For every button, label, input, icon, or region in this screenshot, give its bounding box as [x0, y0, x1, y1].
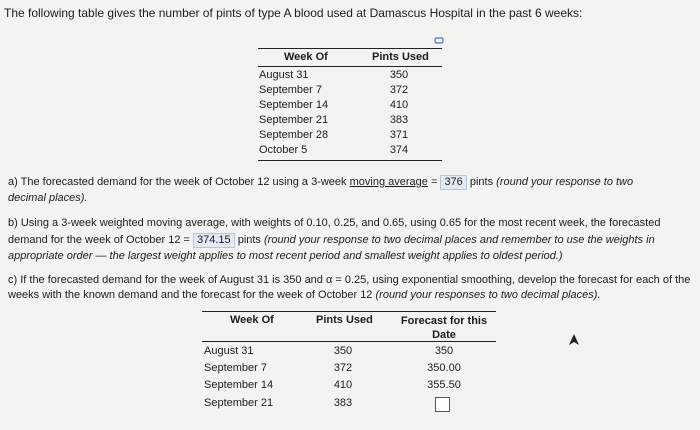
week-cell: September 7 [259, 84, 322, 96]
pints-cell: 372 [333, 362, 353, 374]
table-row [202, 345, 496, 362]
question-text: — [92, 250, 110, 262]
forecast-cell[interactable]: 350.00 [427, 362, 461, 374]
question-text: pints [466, 176, 497, 188]
pints-cell: 383 [333, 397, 353, 409]
pints-cell: 372 [389, 84, 409, 96]
answer-a-field[interactable]: 376 [440, 175, 466, 190]
column-header-pints: Pints Used [372, 51, 429, 63]
problem-intro: The following table gives the number of pints of type A blood used at Damascus Hospital in the past 6 weeks: [4, 6, 583, 20]
table-rule [202, 311, 496, 312]
pints-cell: 374 [389, 144, 409, 156]
question-text: pints [234, 233, 264, 246]
mouse-cursor-icon [568, 333, 580, 347]
question-line [8, 232, 660, 249]
answer-b-field[interactable]: 374.15 [193, 233, 235, 248]
table-rule [258, 160, 442, 161]
question-line [8, 190, 633, 206]
question-part-b [8, 215, 660, 265]
table-rule [258, 66, 442, 67]
table-row [202, 397, 496, 414]
table-row [258, 144, 442, 159]
question-instruction: (round your responses to two decimal places). [375, 289, 601, 301]
week-cell: September 14 [259, 99, 329, 111]
pints-cell: 410 [389, 99, 409, 111]
table-row [202, 362, 496, 379]
column-header-forecast [394, 314, 494, 342]
question-text: demand for the week of October 12 = [8, 233, 193, 246]
question-instruction: (round your response to two decimal places and remember to use the weights in [264, 233, 655, 246]
table-row [258, 69, 442, 84]
table-rule [202, 341, 496, 342]
question-text: = [427, 176, 441, 188]
question-line [8, 248, 660, 265]
question-instruction: appropriate order [8, 250, 93, 262]
pints-cell: 371 [389, 129, 409, 141]
question-line: c) If the forecasted demand for the week of August 31 is 350 and α = 0.25, using exponential smoothing, develop the forecast for each of the [8, 274, 691, 286]
moving-average-link[interactable]: moving average [349, 176, 428, 188]
week-cell: September 28 [259, 129, 329, 141]
forecast-cell: 350 [434, 345, 454, 357]
column-header-pints: Pints Used [316, 314, 373, 326]
week-cell: September 21 [259, 114, 329, 126]
column-header-week: Week Of [284, 51, 328, 63]
week-cell: September 7 [204, 362, 267, 374]
question-line [8, 288, 690, 303]
question-instruction: (round your response to two [496, 176, 634, 188]
pints-cell: 350 [333, 345, 353, 357]
week-cell: August 31 [259, 69, 309, 81]
question-line: b) Using a 3-week weighted moving average, with weights of 0.10, 0.25, and 0.65, using 0.65 for the most recent week, the forecasted [8, 217, 661, 229]
table-row [258, 84, 442, 99]
question-instruction: the largest weight applies to most recent period and smallest weight applies to oldest period.) [109, 250, 563, 262]
question-text: a) The forecasted demand for the week of October 12 using a 3-week [8, 176, 350, 188]
week-cell: October 5 [259, 144, 308, 156]
week-cell: August 31 [204, 345, 254, 357]
question-part-a [8, 174, 633, 206]
question-instruction: decimal places). [8, 192, 88, 204]
forecast-cell[interactable]: 355.50 [427, 379, 461, 391]
week-cell: September 21 [204, 397, 274, 409]
column-header-week: Week Of [230, 314, 274, 326]
table-row [258, 114, 442, 129]
pints-cell: 410 [333, 379, 353, 391]
clipboard-icon[interactable] [434, 37, 444, 44]
table-row [258, 99, 442, 114]
question-text: weeks with the known demand and the forecast for the week of October 12 [8, 289, 376, 301]
week-cell: September 14 [204, 379, 274, 391]
forecast-input-september-21[interactable] [435, 397, 450, 412]
header-line: Forecast for this [400, 315, 488, 327]
table-row [258, 129, 442, 144]
pints-cell: 350 [389, 69, 409, 81]
header-line: Date [432, 329, 456, 341]
table-row [202, 379, 496, 396]
question-line [8, 174, 633, 190]
pints-cell: 383 [389, 114, 409, 126]
table-rule [258, 48, 442, 49]
question-part-c [8, 273, 690, 303]
